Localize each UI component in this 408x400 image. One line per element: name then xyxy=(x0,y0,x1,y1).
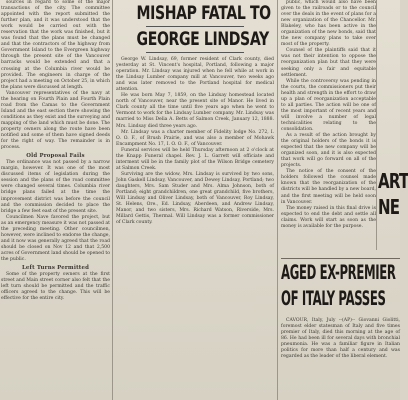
second-headline-line2: OF ITALY PASSES xyxy=(281,287,386,310)
headline-divider xyxy=(146,52,244,53)
article-paragraph: Mr. Lindsay was a charter member of Fidelity lodge No. 272, I. O. O. F., of Brush Prairie, and was also a member of Mohawk Encampment No. 17, I. O. O. F., of Vancouver. xyxy=(116,129,274,147)
side-headline-line2: NE xyxy=(378,195,400,219)
side-headline-line1: ART xyxy=(378,169,408,193)
right-paragraph: While the controversy was pending in the courts, the commissioners put their health and strength in the effort to draw up a plan of reorganization acceptable to all parties. The action will be one of the most important of recent years and will involve a number of legal technicalities relating to the consolidation. xyxy=(281,78,376,132)
left-paragraph: Vancouver representatives of the navy at the hearing on Fourth Plain and Fourth Plain road from the Camas to the Government Island and the east section there showing the conditions as they exist and the surveying and mapping of the land which must be done. The property owners along the route have been notified and some of them have signed deeds for the right of way. The remainder is in process. xyxy=(1,90,110,151)
right-paragraph: Counsel of the plaintiffs said that it was not their intention to oppose the reorganization plan but that they were seeking only a fair and equitable settlement. xyxy=(281,48,376,78)
left-subhead: Left Turns Permitted xyxy=(21,265,90,272)
article-column xyxy=(116,0,274,400)
column-rule xyxy=(277,0,278,400)
article-paragraph: George W. Lindsay, 69, former resident of Clark county, died yesterday at St. Vincent's hospital, Portland, following a major operation. Mr. Lindsay was injured when he fell while at work in the Lindsay Lumber company mill at Vancouver, two weeks ago and was later removed to the Portland hospital for medical attention. xyxy=(116,57,274,93)
column-rule xyxy=(376,0,377,250)
article-paragraph: Funeral services will be held Thursday afternoon at 2 o'clock at the Knapp Funeral chapel. Rev. J. L. Garrett will officiate and interment will be in the family plot of the Wilson Bridge cemetery at Salmon Creek. xyxy=(116,147,274,171)
right-column xyxy=(281,0,376,260)
column-rule xyxy=(112,0,113,400)
right-paragraph: The notice of the consent of the holders followed the counsel made known that the reorganization of the districts will be handled by a new board, and the first meeting will be held soon in Vancouver. xyxy=(281,169,376,205)
article-paragraph: He was born May 7, 1859, on the Lindsay homestead located north of Vancouver, near the present site of Manor. He lived in Clark county all the time until five years ago when he went to Vermont to work for the Lindsay Lumber company. Mr. Lindsay was married to Miss Delia A. Betts of Salmon Creek, January 12, 1888. Mrs. Lindsay died three years ago. xyxy=(116,93,274,129)
second-headline-line1: AGED EX-PREMIER xyxy=(281,261,396,284)
left-paragraph: Councilmen Nave favored the project, but as an emergency measure it was not passed at the preceding meeting. Other councilmen, however, were inclined to endorse the change, and it now was generally agreed that the road should be closed on Nov 12 and that 2,500 acres of Government land should be opened to the public. xyxy=(1,214,110,262)
headline-divider xyxy=(146,26,244,27)
article-headline-line1: MISHAP FATAL TO xyxy=(136,2,271,24)
left-column xyxy=(0,0,110,400)
right-paragraph: public, which would also have been given to the railroads or to the council over the deals in the event of plans for a new organization of the Chancellor. Mr. Blakeley, who has been active in the organization of the new bonds, said that the new company plans to take over most of the property. xyxy=(281,0,376,48)
right-paragraph: As a result of the action brought by the original holders of the bonds it is expected that the new company will be organized soon, and it is also expected that work will go forward on all of the projects. xyxy=(281,133,376,169)
article-paragraph: Surviving are the widow, Mrs. Lindsay is survived by two sons, John Gaskell Lindsay, Vancouver, and Dewey Lindsay, Portland; two daughters, Mrs. Sam Studer and Mrs. Alma Johnson, both of Portland; eight grandchildren, one great grandchild, five brothers, Will Lindsay and Oliver Lindsay, both of Vancouver, Roy Lindsay, St. Helens, Ore., Ed. Lindsay, Aberdeen, and Andrew Lindsay, Manor, and two sisters, Mrs. Richard Watson, Riverside, Mrs. Millard Gettis, Thermal. Will Lindsay was a former commissioner of Clark county. xyxy=(116,171,274,226)
left-subhead: Old Proposal Fails xyxy=(26,153,85,160)
left-paragraph: sources in regard to some of the major transactions of the city. The committee appointed with the report submitted the further plan, and it was understood that the work would be carried out with the reservation that the work was finished, but it was found that the plans must be changed and that the contractors of the highway from Government Island to the Evergreen highway through the present site of the Vancouver barracks would be extended and that a crossing at the Columbia river would be provided. The engineers in charge of the project had a meeting on October 25, in which the plans were discussed at length. xyxy=(1,0,110,90)
article-headline-line2: GEORGE LINDSAY xyxy=(136,28,269,50)
left-paragraph: Some of the property owners at the first street and Main street corner also felt that the left turn should be permitted and the traffic officers agreed to the change. This will be effective for the entire city. xyxy=(1,272,110,302)
left-paragraph: The ordinance was not passed by a narrow margin, however. It was one of the most discussed items of legislation during the session and the plans of the road committee were changed several times. Columbia river bridge plans failed at the time the improvement district was before the council and the commission decided to place the bridge a few feet east of the present site. xyxy=(1,160,110,214)
section-divider xyxy=(281,258,400,259)
right-paragraph: The money raised in this final drive is expected to end the debt and settle all claims. Work will start as soon as the money is available for the purpose. xyxy=(281,205,376,229)
second-article-body xyxy=(281,318,400,400)
second-article-paragraph: CAVOUR, Italy, July --(AP)-- Giovanni Giolitti, foremost elder statesman of Italy and five times premier of Italy, died this morning at the age of 86. He had been ill for several days with bronchial pneumonia. He was a familiar figure in Italian politics for more than half a century and was regarded as the leader of the liberal element. xyxy=(281,318,400,360)
